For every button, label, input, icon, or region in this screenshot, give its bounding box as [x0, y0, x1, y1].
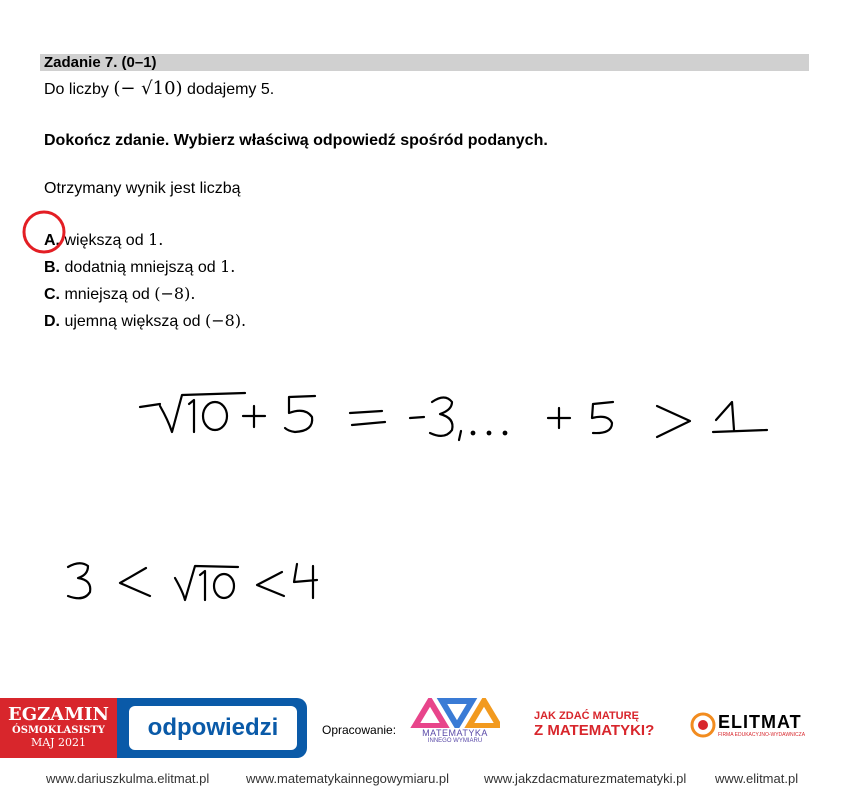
elitmat-logo-icon: [690, 712, 716, 738]
jakzdac-logo: [534, 710, 654, 739]
option-value: 1.: [148, 230, 164, 249]
option-letter: A.: [44, 232, 60, 249]
task-stem: Otrzymany wynik jest liczbą: [44, 180, 241, 197]
option-letter: D.: [44, 313, 60, 330]
footer-link[interactable]: www.elitmat.pl: [715, 771, 799, 786]
matematyka-logo-sub: INNEGO WYMIARU: [427, 738, 483, 744]
prepared-label: Opracowanie:: [322, 723, 397, 737]
option-text: dodatnią mniejszą od: [64, 259, 216, 276]
footer-link[interactable]: www.matematykainnegowymiaru.pl: [246, 771, 450, 786]
matematyka-logo-text: MATEMATYKA: [422, 728, 488, 738]
option-text: ujemną większą od: [64, 313, 201, 330]
option-value: (−8).: [154, 284, 196, 303]
footer-link[interactable]: www.jakzdacmaturezmatematyki.pl: [484, 771, 687, 786]
elitmat-logo-text: ELITMAT: [718, 712, 802, 732]
option-letter: B.: [44, 259, 60, 276]
option-value: (−8).: [204, 311, 247, 330]
jakzdac-logo-line1: JAK ZDAĆ MATURĘ: [534, 710, 639, 722]
task-instruction: Dokończ zdanie. Wybierz właściwą odpowiedź spośród podanych.: [44, 132, 548, 149]
option-text: większą od: [64, 232, 144, 249]
exam-date: MAJ 2021: [30, 736, 87, 749]
task-title: Zadanie 7. (0–1): [44, 54, 157, 71]
exam-badge: [0, 698, 117, 758]
matematyka-logo-icon: [410, 698, 500, 728]
option-letter: C.: [44, 286, 60, 303]
intro-prefix: Do liczby: [44, 81, 109, 98]
answers-label: odpowiedzi: [129, 706, 297, 750]
answers-badge: [117, 698, 307, 758]
exam-subtitle: ÓSMOKLASISTY: [12, 725, 105, 736]
footer-link[interactable]: www.dariuszkulma.elitmat.pl: [46, 771, 210, 786]
intro-expression: (− √10): [113, 78, 183, 99]
intro-suffix: dodajemy 5.: [187, 81, 275, 98]
elitmat-logo-sub: FIRMA EDUKACYJNO-WYDAWNICZA: [718, 732, 806, 738]
exam-title: EGZAMIN: [8, 704, 109, 725]
option-value: 1.: [220, 257, 236, 276]
jakzdac-logo-line2: Z MATEMATYKI?: [534, 722, 655, 739]
option-text: mniejszą od: [64, 286, 150, 303]
